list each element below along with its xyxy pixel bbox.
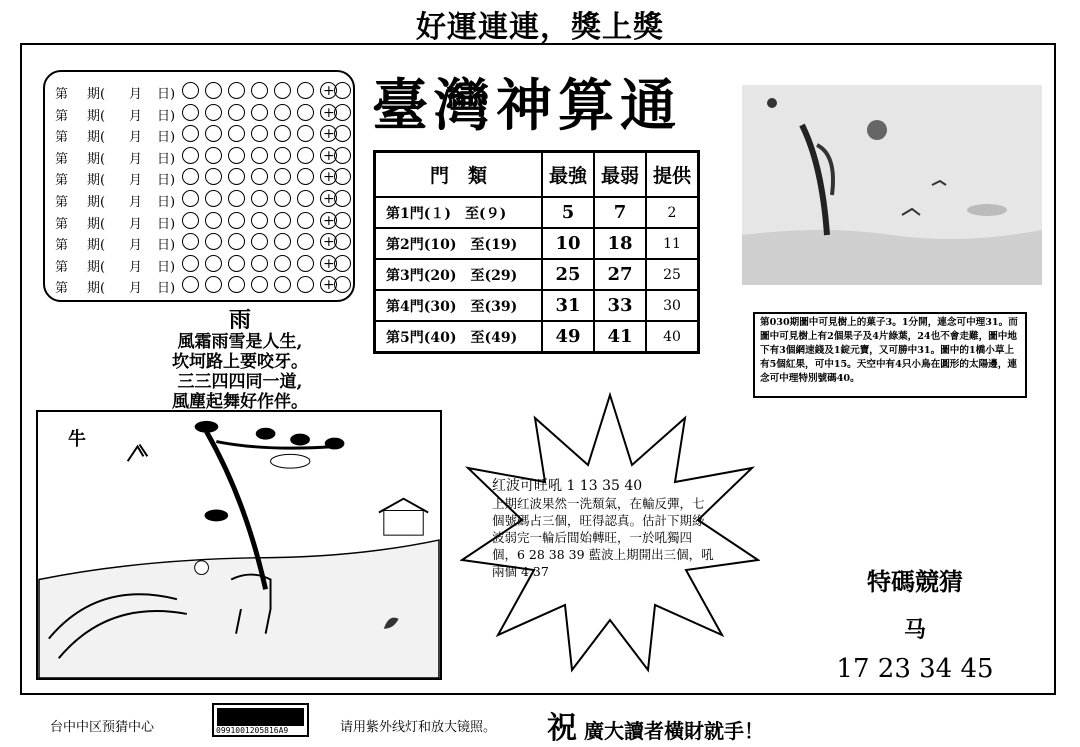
number-circle[interactable] [251, 104, 268, 121]
row-label: 第5門(40) 至(49) [375, 321, 543, 353]
starburst-text [492, 478, 714, 580]
number-circle[interactable] [228, 168, 245, 185]
plus-sign: + [323, 212, 335, 229]
grid-row-label: 期( [87, 87, 106, 102]
grid-row-label: 月 [129, 87, 143, 102]
plus-sign: + [323, 147, 335, 164]
grid-row-label: 第 [55, 151, 69, 167]
grid-row-label: 第 [55, 130, 69, 146]
number-circle[interactable] [274, 276, 291, 293]
grid-row-label: 月 [129, 259, 143, 275]
plus-sign: + [323, 277, 335, 294]
number-circle[interactable] [182, 104, 199, 121]
grid-row [51, 123, 351, 146]
grid-row [51, 274, 351, 297]
grid-row-label: 月 [129, 108, 143, 124]
header-category: 門 類 [375, 152, 543, 198]
row-strongest: 5 [542, 197, 594, 228]
animal-label: 牛 [68, 429, 86, 450]
grid-row-label: 日) [157, 130, 176, 146]
special-number-circle[interactable] [334, 190, 351, 207]
grid-row-label: 期( [87, 259, 106, 275]
number-circle[interactable] [251, 276, 268, 293]
grid-row-label: 月 [129, 130, 143, 146]
number-circle[interactable] [251, 233, 268, 250]
table-row [375, 290, 699, 321]
grid-row-label: 期( [87, 216, 106, 232]
grid-row-label: 日) [157, 173, 176, 189]
ox-illustration [36, 410, 442, 680]
grid-row-label: 月 [129, 281, 143, 297]
grid-row-label: 月 [129, 216, 143, 232]
number-circle[interactable] [251, 147, 268, 164]
number-circle[interactable] [228, 147, 245, 164]
poem-line: 風塵起舞好作伴。 [172, 392, 308, 412]
number-circle[interactable] [205, 104, 222, 121]
poem-line: 風霜雨雪是人生, [177, 332, 303, 352]
number-circle[interactable] [274, 255, 291, 272]
plus-sign: + [323, 169, 335, 186]
grid-row-label: 期( [87, 195, 106, 210]
row-provide: 2 [646, 197, 699, 228]
number-circle[interactable] [205, 82, 222, 99]
number-circle[interactable] [274, 104, 291, 121]
row-label: 第2門(10) 至(19) [375, 228, 543, 259]
number-circle[interactable] [297, 147, 314, 164]
number-circle[interactable] [205, 147, 222, 164]
special-number-circle[interactable] [334, 125, 351, 142]
grid-row-label: 期( [87, 130, 106, 146]
number-circle[interactable] [182, 125, 199, 142]
banner-title: 好運連連，獎上獎 [416, 10, 664, 45]
number-circle[interactable] [251, 212, 268, 229]
grid-row-label: 日) [157, 151, 176, 167]
number-circle[interactable] [297, 276, 314, 293]
poem [140, 307, 340, 412]
number-circle[interactable] [182, 147, 199, 164]
poem-line: 坎坷路上要咬牙。 [172, 352, 308, 372]
number-circle[interactable] [274, 125, 291, 142]
number-circle[interactable] [297, 233, 314, 250]
number-circle[interactable] [297, 82, 314, 99]
grid-row-label: 日) [157, 259, 176, 275]
row-provide: 30 [646, 290, 699, 321]
number-circle[interactable] [205, 276, 222, 293]
row-strongest: 10 [542, 228, 594, 259]
row-weakest: 18 [594, 228, 646, 259]
grid-row-label: 第 [55, 259, 69, 275]
number-circle[interactable] [251, 255, 268, 272]
grid-row-label: 期( [87, 238, 106, 254]
grid-row-label: 月 [129, 195, 143, 210]
guess-animal: 马 [903, 618, 926, 643]
table-row [375, 259, 699, 290]
special-number-circle[interactable] [334, 82, 351, 99]
number-circle[interactable] [205, 168, 222, 185]
category-table [373, 150, 700, 354]
grid-row [51, 166, 351, 189]
special-number-circle[interactable] [334, 147, 351, 164]
plus-sign: + [323, 83, 335, 99]
wish-text: 廣大讀者橫財就手！ [583, 719, 764, 743]
grid-row [51, 253, 351, 276]
number-circle[interactable] [182, 276, 199, 293]
number-circle[interactable] [205, 125, 222, 142]
row-provide: 40 [646, 321, 699, 353]
number-circle[interactable] [228, 212, 245, 229]
number-circle[interactable] [274, 190, 291, 207]
plus-sign: + [323, 255, 335, 272]
grid-row-label: 期( [87, 173, 106, 189]
barcode-bars [217, 708, 304, 726]
number-circle[interactable] [274, 212, 291, 229]
grid-row [51, 210, 351, 233]
number-circle[interactable] [274, 147, 291, 164]
number-circle[interactable] [205, 190, 222, 207]
number-circle[interactable] [228, 233, 245, 250]
number-circle[interactable] [274, 168, 291, 185]
row-strongest: 31 [542, 290, 594, 321]
number-circle[interactable] [274, 233, 291, 250]
number-circle[interactable] [297, 104, 314, 121]
grid-row-label: 日) [157, 281, 176, 297]
special-number-circle[interactable] [334, 168, 351, 185]
barcode-text: 0991001205816A9 [216, 726, 289, 735]
special-number-circle[interactable] [334, 104, 351, 121]
footer-center-name: 台中中区预猜中心 [50, 720, 155, 735]
row-provide: 25 [646, 259, 699, 290]
grid-row-label: 月 [129, 238, 143, 254]
starburst-heading: 红波可旺吼 1 13 35 40 [492, 478, 643, 494]
special-number-circle[interactable] [334, 255, 351, 272]
number-circle[interactable] [297, 125, 314, 142]
special-number-circle[interactable] [334, 233, 351, 250]
row-provide: 11 [646, 228, 699, 259]
grid-row-label: 第 [55, 173, 69, 189]
number-circle[interactable] [297, 255, 314, 272]
grid-row-label: 日) [157, 195, 176, 210]
grid-row-label: 月 [129, 173, 143, 189]
number-circle[interactable] [228, 190, 245, 207]
grid-row [51, 145, 351, 168]
grid-row-label: 日) [157, 108, 176, 124]
grid-row-label: 期( [87, 281, 106, 297]
number-circle[interactable] [182, 212, 199, 229]
clue-note: 第030期圖中可見樹上的菓子3。1分開，連念可中理31。而圖中可見樹上有2個果子及4片綠葉，24也不會走難，圖中地下有3個網速錢及1錠元寶，又可勝中31。圖中的1橋小草上有5個紅果，可中15。天空中有4只小鳥在圓形的太陽邊，連念可中理特別號碼40。 [753, 312, 1027, 398]
grid-row-label: 第 [55, 87, 69, 102]
grid-row-label: 日) [157, 238, 176, 254]
number-circle[interactable] [297, 212, 314, 229]
grid-row-label: 第 [55, 195, 69, 210]
number-circle[interactable] [228, 104, 245, 121]
number-circle[interactable] [228, 255, 245, 272]
number-circle[interactable] [297, 168, 314, 185]
guess-title: 特碼競猜 [867, 568, 963, 596]
header-strongest: 最強 [542, 152, 594, 198]
row-label: 第3門(20) 至(29) [375, 259, 543, 290]
row-strongest: 25 [542, 259, 594, 290]
header-weakest: 最弱 [594, 152, 646, 198]
grid-row-label: 月 [129, 151, 143, 167]
plus-sign: + [323, 234, 335, 251]
number-circle[interactable] [205, 255, 222, 272]
grid-row-label: 第 [55, 281, 69, 297]
number-circle[interactable] [182, 255, 199, 272]
number-circle[interactable] [251, 168, 268, 185]
header-provide: 提供 [646, 152, 699, 198]
grid-row-label: 日) [157, 87, 176, 102]
row-strongest: 49 [542, 321, 594, 353]
wish-big-char: 祝 [547, 711, 577, 746]
grid-row [51, 188, 351, 211]
table-header-row [375, 152, 699, 198]
number-circle[interactable] [251, 190, 268, 207]
starburst-body: 上期红波果然一洗頹氣，在輸反彈，七個號碼占三個，旺得認真。估計下期綠波弱完一輪后間始轉旺，一於吼獨四個，6 28 38 39 藍波上期開出三個，吼兩個 4 37 [492, 496, 714, 579]
number-circle[interactable] [251, 82, 268, 99]
special-number-circle[interactable] [334, 276, 351, 293]
number-circle[interactable] [182, 190, 199, 207]
plus-sign: + [323, 126, 335, 143]
tree-illustration [742, 85, 1042, 285]
number-circle[interactable] [297, 190, 314, 207]
row-weakest: 7 [594, 197, 646, 228]
plus-sign: + [323, 191, 335, 207]
table-row [375, 228, 699, 259]
number-circle[interactable] [251, 125, 268, 142]
table-row [375, 321, 699, 353]
row-label: 第4門(30) 至(39) [375, 290, 543, 321]
grid-row-label: 第 [55, 216, 69, 232]
special-number-circle[interactable] [334, 212, 351, 229]
grid-row-label: 期( [87, 151, 106, 167]
grid-row-label: 期( [87, 108, 106, 124]
grid-row-label: 第 [55, 108, 69, 124]
page-title: 臺灣神算通 [372, 73, 682, 139]
number-circle[interactable] [182, 82, 199, 99]
grid-row [51, 80, 351, 103]
plus-sign: + [323, 104, 335, 121]
row-weakest: 33 [594, 290, 646, 321]
number-circle[interactable] [205, 212, 222, 229]
row-label: 第1門(１) 至(９) [375, 197, 543, 228]
number-circle[interactable] [228, 82, 245, 99]
number-circle[interactable] [205, 233, 222, 250]
grid-row [51, 102, 351, 125]
row-weakest: 27 [594, 259, 646, 290]
number-circle[interactable] [228, 276, 245, 293]
number-circle[interactable] [182, 168, 199, 185]
barcode [212, 703, 309, 737]
special-guess [800, 562, 1030, 684]
grid-row [51, 231, 351, 254]
row-weakest: 41 [594, 321, 646, 353]
number-circle[interactable] [228, 125, 245, 142]
poem-heading: 雨 [228, 307, 251, 333]
footer-wish [547, 703, 764, 747]
number-circle[interactable] [274, 82, 291, 99]
record-grid [43, 70, 355, 302]
footer-instruction: 请用紫外线灯和放大镜照。 [340, 720, 497, 735]
grid-row-label: 第 [55, 238, 69, 254]
number-circle[interactable] [182, 233, 199, 250]
table-row [375, 197, 699, 228]
guess-numbers: 17 23 34 45 [836, 654, 994, 684]
poem-line: 三三四四同一道, [177, 372, 303, 392]
grid-row-label: 日) [157, 216, 176, 232]
